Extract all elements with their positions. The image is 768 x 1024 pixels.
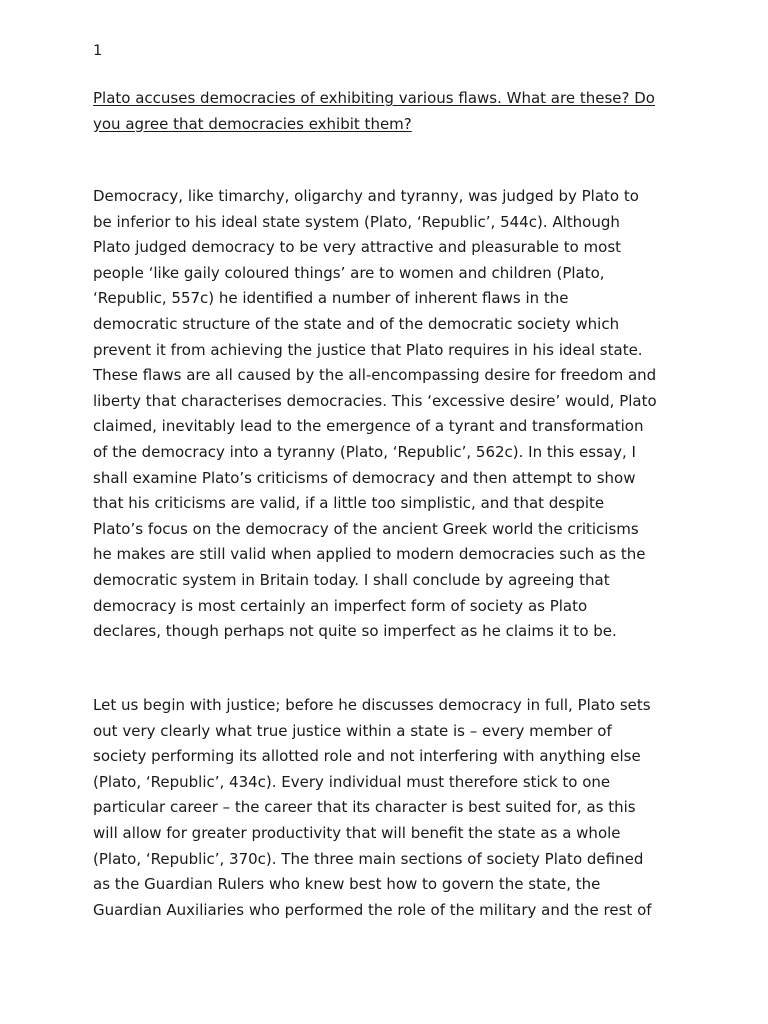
title-line: you agree that democracies exhibit them? — [93, 114, 412, 133]
text-line: ‘Republic, 557c) he identified a number of inherent flaws in the — [93, 289, 569, 308]
text-line: of the democracy into a tyranny (Plato, ‘Republic’, 562c). In this essay, I — [93, 442, 636, 461]
page-number: 1 — [93, 43, 103, 59]
paragraph-justice — [93, 693, 713, 923]
text-line: Guardian Auxiliaries who performed the role of the military and the rest of — [93, 900, 652, 919]
text-line: democratic system in Britain today. I shall conclude by agreeing that — [93, 570, 610, 589]
text-line: democracy is most certainly an imperfect form of society as Plato — [93, 596, 588, 615]
text-line: claimed, inevitably lead to the emergence of a tyrant and transformation — [93, 417, 644, 436]
text-line: declares, though perhaps not quite so imperfect as he claims it to be. — [93, 622, 617, 641]
text-line: out very clearly what true justice within a state is – every member of — [93, 721, 612, 740]
essay-title — [93, 86, 693, 137]
text-line: prevent it from achieving the justice that Plato requires in his ideal state. — [93, 340, 643, 359]
text-line: shall examine Plato’s criticisms of democracy and then attempt to show — [93, 468, 636, 487]
text-line: (Plato, ‘Republic’, 434c). Every individual must therefore stick to one — [93, 772, 611, 791]
text-line: (Plato, ‘Republic’, 370c). The three main sections of society Plato defined — [93, 849, 644, 868]
text-line: liberty that characterises democracies. This ‘excessive desire’ would, Plato — [93, 391, 657, 410]
text-line: Plato judged democracy to be very attractive and pleasurable to most — [93, 238, 622, 257]
text-line: These flaws are all caused by the all-encompassing desire for freedom and — [93, 366, 657, 385]
text-line: Democracy, like timarchy, oligarchy and tyranny, was judged by Plato to — [93, 187, 639, 205]
text-line: Let us begin with justice; before he discusses democracy in full, Plato sets — [93, 696, 651, 714]
text-line: be inferior to his ideal state system (Plato, ‘Republic’, 544c). Although — [93, 212, 620, 231]
text-line: particular career – the career that its character is best suited for, as this — [93, 798, 636, 817]
paragraph-introduction — [93, 184, 713, 645]
text-line: he makes are still valid when applied to modern democracies such as the — [93, 545, 646, 564]
text-line: society performing its allotted role and not interfering with anything else — [93, 747, 641, 766]
text-line: that his criticisms are valid, if a little too simplistic, and that despite — [93, 494, 605, 513]
title-line: Plato accuses democracies of exhibiting various flaws. What are these? Do — [93, 89, 655, 107]
text-line: will allow for greater productivity that will benefit the state as a whole — [93, 823, 621, 842]
text-line: Plato’s focus on the democracy of the ancient Greek world the criticisms — [93, 519, 639, 538]
text-line: democratic structure of the state and of the democratic society which — [93, 314, 620, 333]
text-line: as the Guardian Rulers who knew best how to govern the state, the — [93, 875, 601, 894]
text-line: people ‘like gaily coloured things’ are to women and children (Plato, — [93, 263, 605, 282]
